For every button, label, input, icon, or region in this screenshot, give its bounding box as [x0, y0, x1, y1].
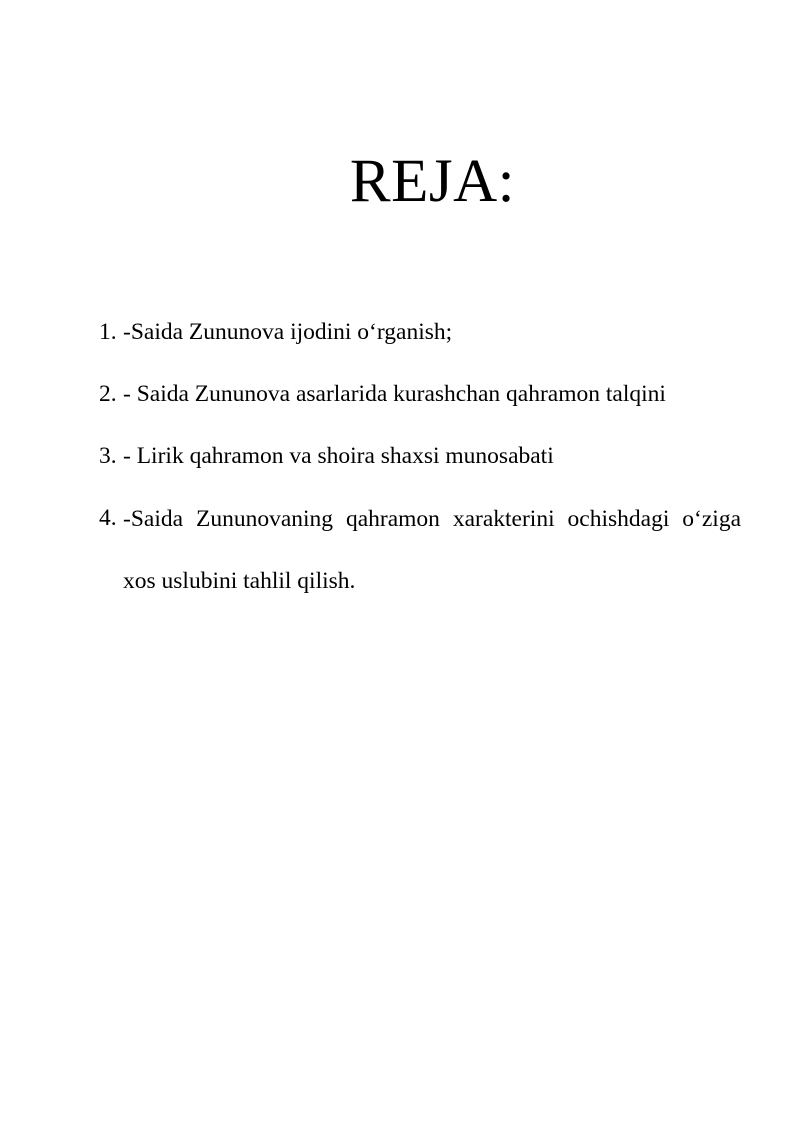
list-item-text: - Saida Zununova asarlarida kurashchan qahramon talqini	[123, 381, 666, 407]
list-item	[99, 313, 741, 352]
page-title: REJA:	[349, 148, 516, 215]
list-item-number: 3.	[99, 443, 117, 469]
list-item	[99, 437, 741, 476]
plan-list	[99, 313, 741, 635]
list-item-number: 1.	[99, 319, 117, 345]
list-item-text: - Lirik qahramon va shoira shaxsi munosabati	[123, 443, 554, 469]
list-item-number: 2.	[99, 381, 117, 407]
list-item	[99, 375, 741, 414]
list-item-number: 4.	[99, 505, 117, 531]
list-item-text: -Saida Zununovaning qahramon xarakterini ochishdagi o‘ziga xos uslubini tahlil qilish.	[123, 506, 741, 594]
list-item-text: -Saida Zununova ijodini o‘rganish;	[123, 319, 453, 345]
list-item	[99, 499, 741, 612]
